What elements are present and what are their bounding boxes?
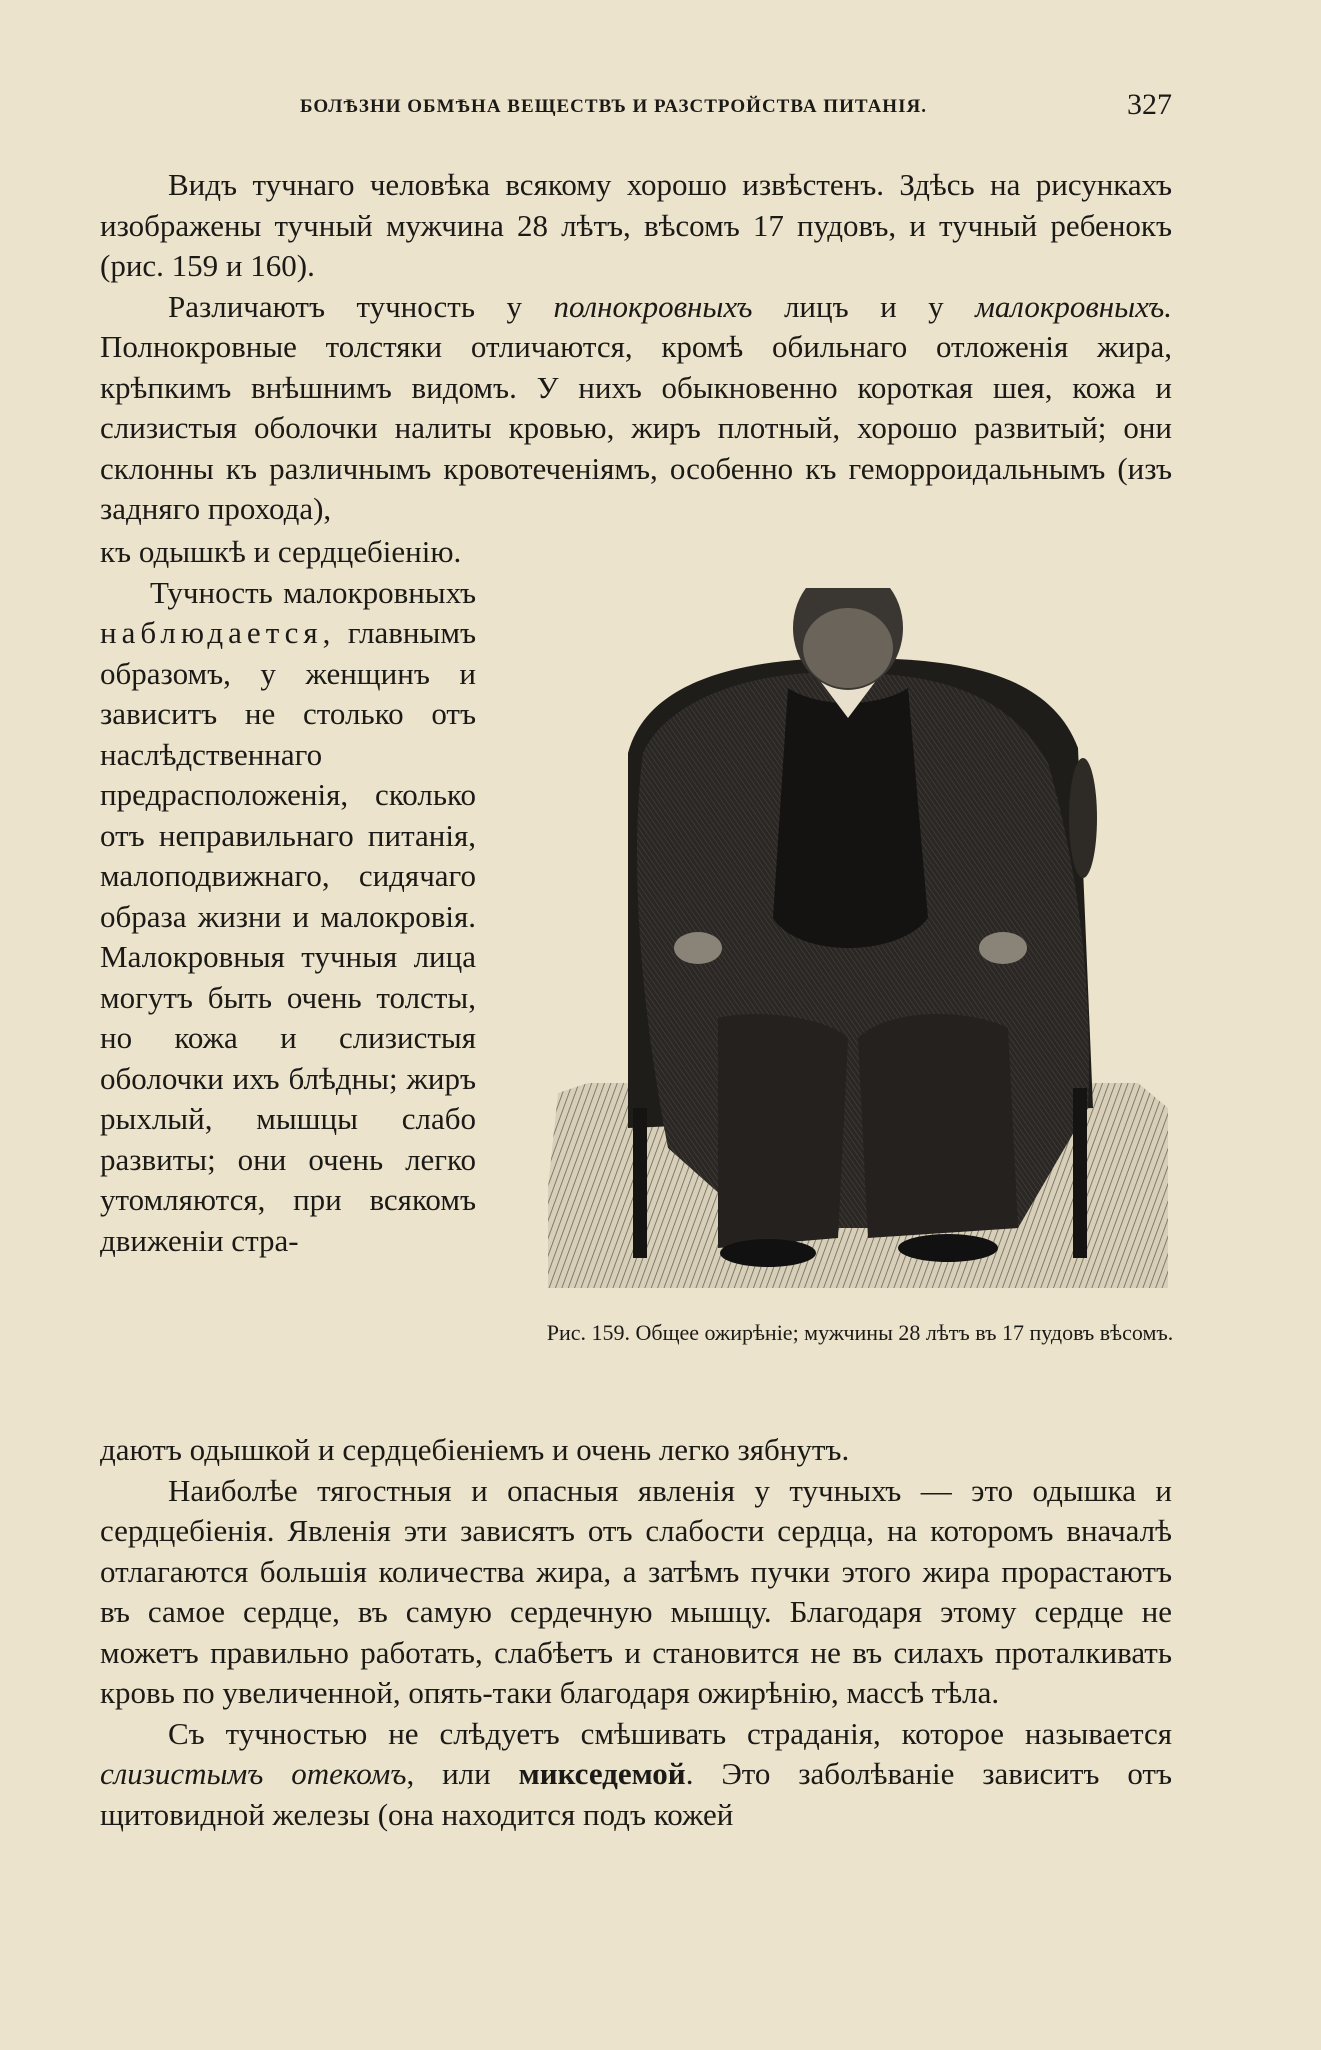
paragraph-3-text-a: Тучность малокровныхъ [150,574,476,610]
term-anemic: малокровныхъ. [975,288,1172,324]
running-title: БОЛѢЗНИ ОБМѢНА ВЕЩЕСТВЪ И РАЗСТРОЙСТВА ПИТАНІЯ. [300,96,927,117]
paragraph-5-text-b: , или [406,1756,519,1791]
paragraph-4: Наиболѣе тягостныя и опасныя явленія у тучныхъ — это одышка и сердцебіенія. Явленія эти зависятъ отъ слабости сердца, на которомъ вначалѣ отлагаются большія количества жира, а затѣмъ пучки этого жира прорастаютъ въ самое сердце, въ самую сердечную мышцу. Благодаря этому сердце не можетъ правильно работать, слабѣетъ и становится не въ силахъ проталкивать кровь по увеличенной, опять-таки благодаря ожирѣнію, массѣ тѣла. [100,1472,1172,1710]
term-full-blooded: полнокровныхъ [553,288,753,324]
paragraph-2-continuation: къ одышкѣ и сердцебіенію. [100,534,462,569]
term-mucous-edema: слизистымъ отекомъ [100,1756,407,1791]
paragraph-3 [100,573,476,1262]
text-block-top [100,165,1172,530]
paragraph-3-spaced-word: наблюдается, [100,615,336,650]
paragraph-3-end: даютъ одышкой и сердцебіеніемъ и очень легко зябнутъ. [100,1432,850,1467]
running-head [100,88,1180,128]
paragraph-5-text-a: Съ тучностью не слѣдуетъ смѣшивать страданія, которое называется [168,1715,1172,1751]
text-column-beside-figure [100,532,476,1261]
paragraph-5-text-c: . Это заболѣваніе зависитъ отъ щитовидной железы (она находится подъ кожей [100,1756,1173,1832]
paragraph-1: Видъ тучнаго человѣка всякому хорошо извѣстенъ. Здѣсь на рисункахъ изображены тучный мужчина 28 лѣтъ, вѣсомъ 17 пудовъ, и тучный ребенокъ (рис. 159 и 160). [100,167,1172,283]
paragraph-2-text-c: Полнокровные толстяки отличаются, кромѣ обильнаго отложенія жира, крѣпкимъ внѣшнимъ видомъ. У нихъ обыкновенно короткая шея, кожа и слизистыя оболочки налиты кровью, жиръ плотный, хорошо развитый; они склонны къ различнымъ кровотеченіямъ, особенно къ геморроидальнымъ (изъ задняго прохода), [100,329,1172,526]
text-block-bottom [100,1430,1172,1835]
page-number: 327 [1127,88,1172,121]
engraving-illustration [548,588,1174,1288]
paragraph-2-text-b: лицъ и у [752,288,976,324]
paragraph-3-text-b: главнымъ образомъ, у женщинъ и зависитъ не столько отъ наслѣдственнаго предрасположенія, сколько отъ неправильнаго питанія, малоподвижнаго, сидячаго образа жизни и малокровія. Малокровныя тучныя лица могутъ быть очень толсты, но кожа и слизистыя оболочки ихъ блѣдны; жиръ рыхлый, мышцы слабо развиты; они очень легко утомляются, при всякомъ движеніи стра- [100,615,476,1258]
paragraph-2-text-a: Различаютъ тучность у [168,288,554,324]
term-myxedema: микседемой [518,1756,686,1791]
paragraph-5 [100,1714,1172,1836]
figure-159 [548,588,1174,1288]
figure-caption: Рис. 159. Общее ожирѣніе; мужчины 28 лѣтъ въ 17 пудовъ вѣсомъ. [546,1320,1174,1345]
paragraph-2 [100,287,1172,530]
